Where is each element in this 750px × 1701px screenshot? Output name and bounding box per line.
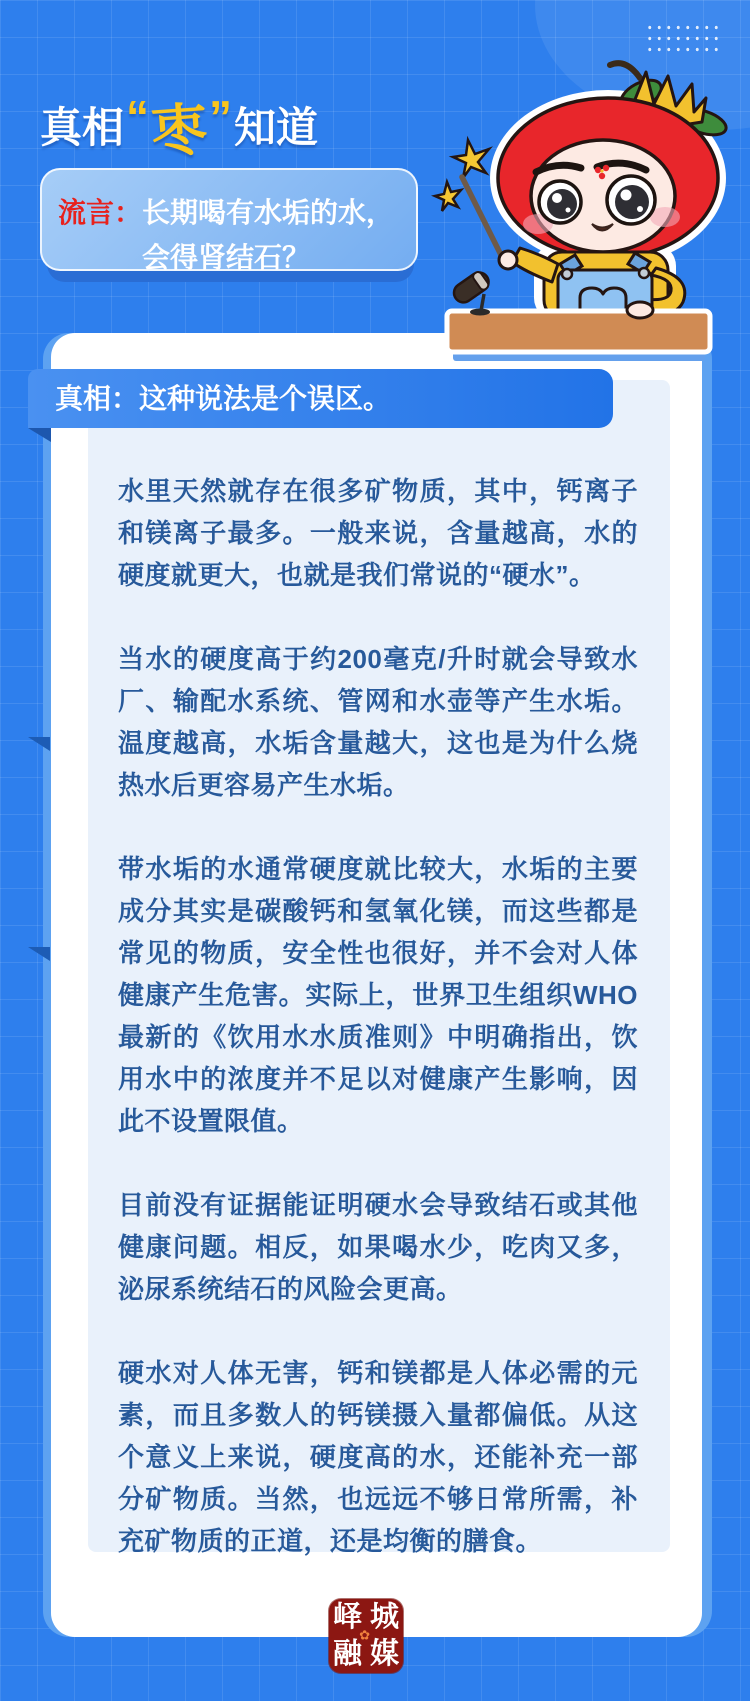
truth-banner: 真相：这种说法是个误区。 <box>28 369 613 428</box>
rumor-line-2: 会得肾结石？ <box>142 242 311 273</box>
logo-char: 媒 <box>369 1638 399 1670</box>
logo-flower-icon: ✿ <box>359 1627 371 1643</box>
article-paragraph: 目前没有证据能证明硬水会导致结石或其他健康问题。相反，如果喝水少，吃肉又多，泌尿系统结石的风险会更高。 <box>118 1190 638 1304</box>
logo-char: 融 <box>332 1638 362 1670</box>
media-seal-logo <box>329 1599 403 1673</box>
rumor-line-1: 长期喝有水垢的水， <box>142 197 395 228</box>
article-paragraph: 当水的硬度高于约200毫克/升时就会导致水厂、输配水系统、管网和水壶等产生水垢。温度越高，水垢含量越大，这也是为什么烧热水后更容易产生水垢。 <box>118 644 638 800</box>
logo-char: 城 <box>369 1601 399 1633</box>
rumor-text <box>142 190 394 280</box>
left-fold-decoration <box>28 947 50 961</box>
title-prefix: 真相 <box>40 104 125 152</box>
forehead-flower-icon <box>595 165 609 179</box>
rumor-box <box>40 168 418 271</box>
left-fold-decoration <box>28 737 50 751</box>
microphone-icon <box>450 269 492 316</box>
article-paragraphs <box>118 470 638 1562</box>
dots-grid-decoration <box>645 22 723 56</box>
article-paragraph: 带水垢的水通常硬度就比较大，水垢的主要成分其实是碳酸钙和氢氧化镁，而这些都是常见的物质，安全性也很好，并不会对人体健康产生危害。实际上，世界卫生组织WHO最新的《饮用水水质准则》中明确指出，饮用水中的浓度并不足以对健康产生影响，因此不设置限值。 <box>118 854 638 1136</box>
rumor-label: 流言： <box>58 197 143 228</box>
logo-char: 峄 <box>332 1601 362 1633</box>
page-title <box>40 80 520 170</box>
close-quote-decoration: ” <box>209 91 233 144</box>
corner-blob-decoration <box>535 0 750 130</box>
title-highlight-char: 枣 <box>149 99 210 165</box>
truth-banner-fold <box>28 428 51 442</box>
open-quote-decoration: “ <box>126 91 150 144</box>
pointer-stick-icon <box>462 177 505 263</box>
article-paragraph: 水里天然就存在很多矿物质，其中，钙离子和镁离子最多。一般来说，含量越高，水的硬度就更大，也就是我们常说的“硬水”。 <box>118 476 638 590</box>
article-paragraph: 硬水对人体无害，钙和镁都是人体必需的元素，而且多数人的钙镁摄入量都偏低。从这个意义上来说，硬度高的水，还能补充一部分矿物质。当然，也远远不够日常所需，补充矿物质的正道，还是均衡的膳食。 <box>118 1358 638 1556</box>
title-suffix: 知道 <box>234 104 319 152</box>
